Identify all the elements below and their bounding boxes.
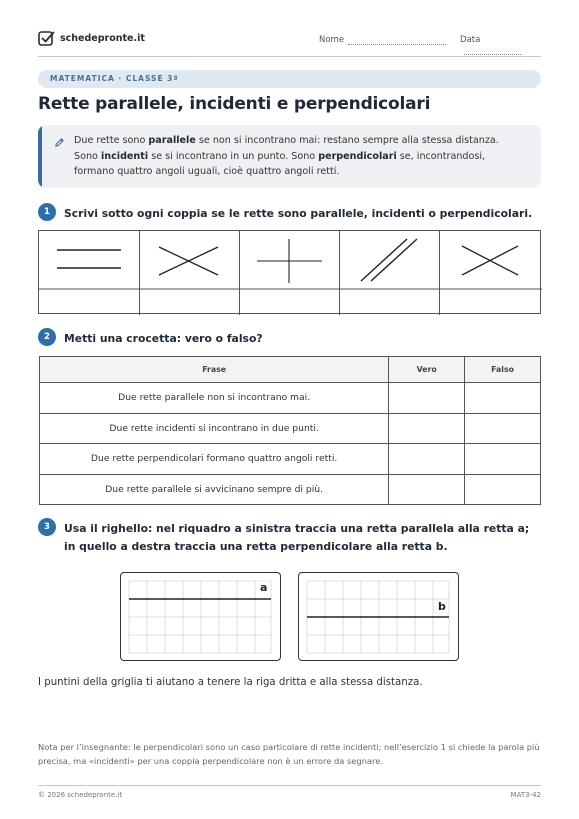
answer-cell-5[interactable] (440, 289, 541, 315)
line-pairs-table (38, 230, 541, 314)
name-label: Nome (319, 35, 345, 45)
info-text: Due rette sono parallele se non si incontrano mai: restano sempre alla stessa distanza. Sono incidenti se si incontrano in un punto. Sono perpendicolari se, incontrandosi, formano quattro angoli uguali, cioè quattro angoli retti. (74, 135, 499, 177)
statement-cell: Due rette parallele non si incontrano mai. (40, 383, 389, 414)
teacher-note: Nota per l’insegnante: le perpendicolari sono un caso particolare di rette incidenti; nell’esercizio 1 si chiede la parola più precisa, ma «incidenti» per una coppia perpendicolare non è un errore da segnare. (38, 742, 540, 766)
answer-cell-3[interactable] (240, 289, 339, 315)
parallel-diagonal-lines-icon (361, 239, 417, 281)
checkbox-logo-icon (38, 30, 55, 47)
falso-checkbox[interactable] (465, 444, 541, 475)
statement-cell: Due rette perpendicolari formano quattro angoli retti. (40, 444, 389, 475)
exercise-2-number: 2 (38, 328, 56, 346)
exercise-3-text: Usa il righello: nel riquadro a sinistra traccia una retta parallela alla retta a; in quello a destra traccia una retta perpendicolare alla retta b. (64, 522, 530, 553)
answer-cell-4[interactable] (340, 289, 439, 315)
name-field[interactable] (319, 35, 446, 45)
grid-box-b[interactable] (298, 572, 459, 661)
header-frase: Frase (40, 357, 389, 383)
page-title: Rette parallele, incidenti e perpendicolari (38, 94, 431, 114)
vero-checkbox[interactable] (389, 413, 465, 444)
exercise-2-text: Metti una crocetta: vero o falso? (64, 332, 263, 345)
crossing-lines-icon (462, 246, 518, 275)
exercise-3-number: 3 (38, 518, 56, 536)
vero-checkbox[interactable] (389, 474, 465, 505)
exercise-1-text: Scrivi sotto ogni coppia se le rette sono parallele, incidenti o perpendicolari. (64, 207, 533, 220)
statement-cell: Due rette parallele si avvicinano sempre di più. (40, 474, 389, 505)
date-field[interactable] (460, 35, 541, 55)
table-row (40, 444, 541, 475)
table-row (40, 474, 541, 505)
date-label: Data (460, 35, 481, 45)
info-accent-bar (38, 125, 42, 188)
pencil-icon (54, 137, 65, 148)
footer-divider (38, 785, 541, 786)
parallel-lines-icon (57, 250, 121, 268)
falso-checkbox[interactable] (465, 413, 541, 444)
name-line[interactable] (348, 36, 446, 45)
brand-name: schedepronte.it (60, 33, 145, 44)
true-false-table (39, 356, 541, 505)
exercise-1-number: 1 (38, 203, 56, 221)
table-row (40, 383, 541, 414)
footer-copyright: © 2026 schedepronte.it (38, 791, 123, 799)
answer-cell-1[interactable] (39, 289, 139, 315)
header-divider (38, 56, 541, 57)
header-falso: Falso (465, 357, 541, 383)
vero-checkbox[interactable] (389, 444, 465, 475)
perpendicular-lines-icon (257, 239, 322, 283)
info-box (38, 125, 541, 188)
falso-checkbox[interactable] (465, 474, 541, 505)
table-row (40, 413, 541, 444)
vero-checkbox[interactable] (389, 383, 465, 414)
footer-code: MAT3-42 (510, 791, 541, 799)
section-pill (38, 70, 541, 88)
page-header (38, 28, 541, 54)
falso-checkbox[interactable] (465, 383, 541, 414)
grid-hint: I puntini della griglia ti aiutano a tenere la riga dritta e alla stessa distanza. (38, 677, 423, 688)
line-a-label: a (260, 581, 268, 594)
date-line[interactable] (464, 46, 521, 55)
statement-cell: Due rette incidenti si incontrano in due punti. (40, 413, 389, 444)
line-b-label: b (438, 600, 446, 613)
answer-cell-2[interactable] (140, 289, 239, 315)
crossing-lines-icon (159, 247, 218, 275)
grid-box-a[interactable] (120, 572, 281, 661)
grid-a-drawing (121, 573, 279, 659)
header-vero: Vero (389, 357, 465, 383)
grid-b-drawing (299, 573, 457, 659)
section-label: MATEMATICA · CLASSE 3ª (50, 74, 179, 83)
